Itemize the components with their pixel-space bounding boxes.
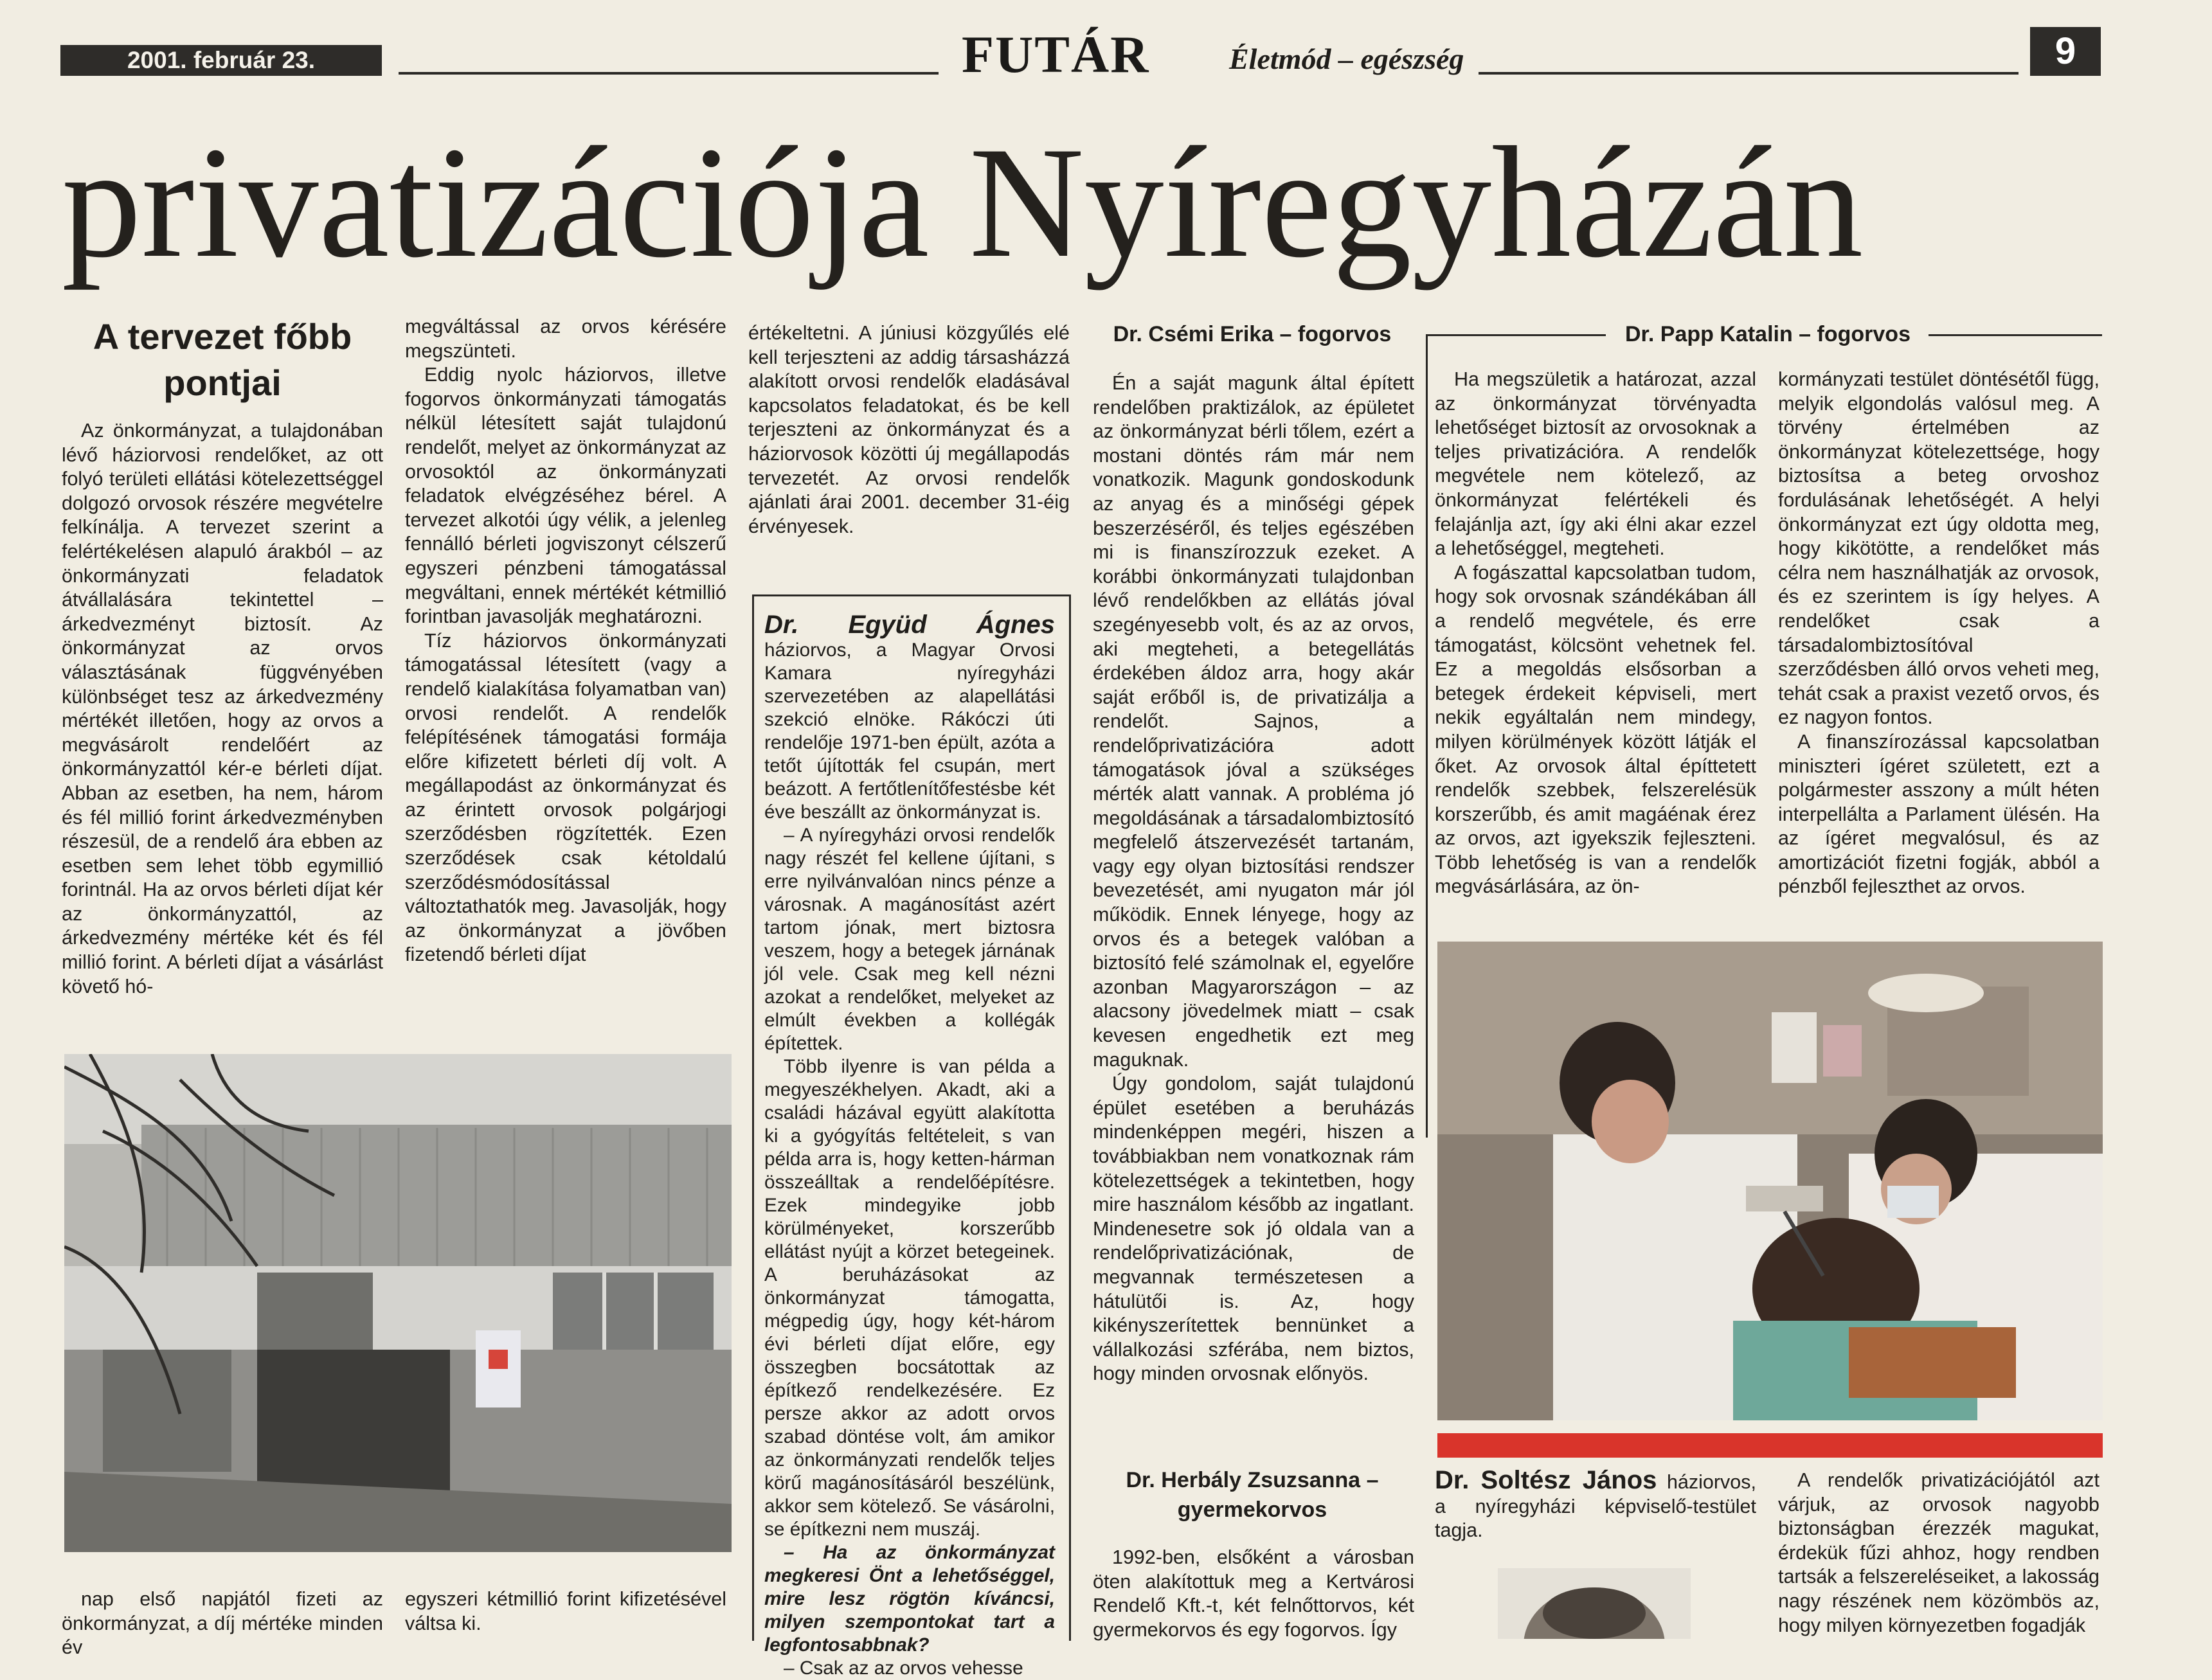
col2-bottom: [405, 1587, 726, 1636]
soltesz-name: Dr. Soltész János: [1435, 1466, 1657, 1494]
col4-p2: Úgy gondolom, saját tulajdonú épület esetében a beruházás mindenképpen megéri, hiszen a továbbiakban nem vonatkoznak rám kötelezettségek a tekintetben, hogy mire használom később az ingatlant. Mindenesetre sok jó oldala van a rendelőprivatizációnak, de megvannak természetesen a hátulütői is. Az, hogy kikényszerítettek bennünket a vállalkozási szférába, nem biztos, hogy minden orvosnak előnyös.: [1093, 1073, 1414, 1385]
box-top-rule-right: [1929, 334, 2102, 336]
col6-text: [1778, 368, 2100, 899]
col4-byline: Dr. Csémi Erika – fogorvos: [1113, 322, 1392, 346]
col4-byline2: Dr. Herbály Zsuzsanna – gyermekorvos: [1126, 1468, 1379, 1522]
col2-p2: Eddig nyolc háziorvos, illetve fogorvos önkormányzati támogatás nélkül létesített saját tulajdonú rendelőt, melyet az önkormányzat az orvosoktól az önkormányzati feladatok elvégzéséhez bérel. A tervezet alkotói úgy vélik, a jelenleg fennálló bérleti jogviszonyt célszerű egyszeri pénzbeni támogatással megváltani, ennek mértékét kétmillió forintban javasolják meghatározni.: [405, 364, 726, 628]
col2-bottom-text: egyszeri kétmillió forint kifizetésével váltsa ki.: [405, 1588, 726, 1634]
soltesz-lead: háziorvos, a nyíregyházi képviselő-testület tagja.: [1435, 1471, 1756, 1542]
col4-p3: 1992-ben, elsőként a városban öten alakítottuk meg a Kertvárosi Rendelő Kft.-t, két felnőttorvos, két gyermekorvos és egy fogorvos. Így: [1093, 1546, 1414, 1641]
box-lead: háziorvos, a Magyar Orvosi Kamara nyíregyházi szervezetében az alapellátási szekció elnöke. Rákóczi úti rendelője 1971-ben épült, azóta a tetőt újították fel csupán, mert beázott. A fertőtlenítőfestésbe két éve beszállt az önkormányzat is.: [764, 639, 1055, 823]
box-p2: Több ilyenre is van példa a megyeszékhelyen. Akadt, aki a családi házával együtt alakította ki a gyógyítás feltételeit, s van példa arra is, hogy ketten-hárman összeálltak a rendelőépítésre. Ezek mindegyike jobb körülményeket, korszerűbb ellátást nyújt a körzet betegeinek. A beruházásokat az önkormányzat támogatta, mégpedig úgy, hogy két-három évi bérleti díjat előre, egy összegben bocsátottak az építkező rendelkezésére. Ez persze akkor az adott orvos szabad döntése volt, ám amikor az önkormányzati rendelők teljes körű magánosításáról beszélünk, akkor sem kötelező. Se vásárolni, se építkezni nem muszáj.: [764, 1056, 1055, 1540]
interview-box-text: [764, 613, 1055, 1680]
box-left-rule: [1426, 334, 1428, 1138]
col2-p3: Tíz háziorvos önkormányzati támogatással létesített (vagy a rendelő kialakítása folyamatban van) orvosi rendelőt. A rendelők felépítésének támogatási formája előre kifizetett bérleti díj volt. A megállapodást az önkormányzat és az érintett orvosok polgárjogi szerződésben rögzítették. Ezen szerződések csak kétoldalú szerződésmódosítással változtathatók meg. Javasolják, hogy az önkormányzat a jövőben fizetendő bérleti díjat: [405, 629, 726, 966]
date-bar: 2001. február 23.: [60, 45, 382, 76]
col5-lead: [1435, 1466, 1756, 1543]
col5-byline: Dr. Papp Katalin – fogorvos: [1625, 322, 1911, 346]
col5-p1: Ha megszületik a határozat, azzal az önkormányzat törvényadta lehetőséget biztosít az orvosoknak a teljes privatizációra. A rendelők megvétele nem kötelező, az önkormányzat felértékeli és felajánlja azt, így aki élni akar ezzel a lehetőséggel, megteheti.: [1435, 368, 1756, 560]
red-divider-bar: [1437, 1433, 2103, 1458]
col1-subhead: A tervezet főbb pontjai: [93, 316, 352, 403]
box-interviewee-name: Dr. Együd Ágnes: [764, 611, 1055, 639]
col2-text: [405, 315, 726, 967]
page-number: 9: [2030, 27, 2101, 76]
col6-p2: A finanszírozással kapcsolatban miniszteri ígéret született, ezt a polgármester asszony a múlt héten interpellálta a Parlament ülésén. Ha az ígéret megvalósul, és az amortizációt fizetni fogják, abból a pénzből fejleszthet az orvos.: [1778, 730, 2100, 898]
header-rule-left: [399, 72, 939, 75]
box-p3: – Csak az az orvos vehesse: [784, 1658, 1023, 1679]
col5-text: [1435, 368, 1756, 899]
col4-text: [1093, 371, 1414, 1386]
col1-paragraph: Az önkormányzat, a tulajdonában lévő háziorvosi rendelőket, az ott folyó területi ellátási kötelezettséggel dolgozó orvosok részére megvételre felkínálja. A tervezet szerint a felértékelésen alapuló árakból – az önkormányzati feladatok átvállalására tekintettel – árkedvezményt biztosít. Az önkormányzat az orvos választásának függvényében különbséget tesz az árkedvezmény mértékét illetően, hogy az orvos a megvásárolt rendelőért az önkormányzattól kér-e bérleti díjat. Abban az esetben, ha nem, három és fél millió forint árkedvezményben részesül, de a rendelő ára ebben az esetben sem lehet több egymillió forintnál. Ha az orvos bérleti díjat kér az önkormányzattól, az árkedvezmény mértéke két és fél millió forint. A bérleti díjat a vásárlást követő hó-: [62, 420, 383, 997]
col1-bottom-text: nap első napjától fizeti az önkormányzat, a díj mértéke minden év: [62, 1588, 383, 1659]
box-question: – Ha az önkormányzat megkeresi Önt a lehetőséggel, mire lesz rögtön kíváncsi, milyen szempontokat tart a legfontosabbnak?: [764, 1542, 1055, 1656]
col5-p2: A fogászattal kapcsolatban tudom, hogy sok orvosnak szándékában áll a rendelő megvétele, és erre támogatást, kölcsönt vehetnek fel. Ez a megoldás elsősorban a betegek érdekeit képviseli, mert nekik egyáltalán nem mindegy, milyen körülmények között látják el őket. Az orvosok által építtetett rendelők szebbek, felszerelésük korszerűbb, és amit magáénak érez az orvos, azt igyekszik fejleszteni. Több lehetőség is van a rendelők megvásárlására, az ön-: [1435, 561, 1756, 898]
col1-bottom: [62, 1587, 383, 1660]
headline: privatizációja Nyíregyházán: [62, 114, 1864, 290]
section-title: Életmód – egészség: [1229, 42, 1464, 75]
col3-top: értékeltetni. A júniusi közgyűlés elé kell terjeszteni az addig társasházzá alakított orvosi rendelők eladásával kapcsolatos feladatokat, és be kell terjeszteni az önkormányzat és a háziorvosok közötti új megállapodás tervezetét. Az orvosi rendelők ajánlati árai 2001. december 31-éig érvényesek.: [748, 322, 1070, 537]
col4-text2: [1093, 1546, 1414, 1642]
building-photo: [64, 1054, 732, 1552]
interview-box: [752, 594, 1071, 1679]
col3-text: [748, 321, 1070, 539]
portrait-photo: [1498, 1568, 1691, 1639]
box-p1: – A nyíregyházi orvosi rendelők nagy részét fel kellene újítani, s erre nyilvánvalóan nincs pénze a városnak. A magánosítást azért tartom jónak, mert biztosra veszem, hogy a betegek járnának jól vele. Csak meg kell nézni azokat a rendelőket, melyeket az elmúlt években a kollégák építettek.: [764, 825, 1055, 1054]
masthead: FUTÁR: [962, 25, 1150, 84]
col4-p1: Én a saját magunk által épített rendelőben praktizálok, az épületet az önkormányzat bérli tőlem, ezért a mostani döntés rám már nem vonatkozik. Magunk gondoskodunk az anyag és a minőségi gépek beszerzéséről, és teljes egészében mi is finanszírozzuk ezeket. A korábbi önkormányzati tulajdonban lévő rendelőkben az ellátás jóval szegényesebb volt, és az az orvos, aki megteheti, a betegellátás érdekében áldoz arra, hogy akár saját erőből is, de privatizálja a rendelőt. Sajnos, a rendelőprivatizációra adott támogatások jóval a szükséges mérték alatt vannak. A probléma jó megoldásának a társadalombiztosító megfelelő átszervezését tartanám, vagy egy olyan biztosítási rendszer bevezetését, ami nyugaton már jól működik. Ennek lényege, hogy az orvos és a betegek valóban a biztosító felé számolnak el, egyelőre azonban Magyarországon – az alacsony jövedelmek miatt – csak kevesen engedhetik ezt meg maguknak.: [1093, 372, 1414, 1071]
col1-text: [62, 419, 383, 999]
col2-p1: megváltással az orvos kérésére megszünteti.: [405, 316, 726, 362]
box-top-rule-left: [1426, 334, 1606, 336]
col6-bottom: [1778, 1469, 2100, 1638]
col6-p1: kormányzati testület döntésétől függ, melyik elgondolás valósul meg. A törvény értelmében az önkormányzat kötelezettsége, hogy biztosítsa a beteg orvoshoz fordulásának lehetőségét. A helyi önkormányzat ezt úgy oldotta meg, hogy kikötötte, a rendelőket más célra nem használhatják az orvosok, és ez szerintem is így helyes. A rendelőket csak a társadalombiztosítóval szerződésben álló orvos veheti meg, tehát csak a praxist vezető orvos, és ez nagyon fontos.: [1778, 368, 2100, 729]
header-rule-right: [1479, 72, 2019, 75]
dentist-photo: [1437, 942, 2103, 1420]
col6-p3: A rendelők privatizációjától azt várjuk, az orvosok nagyobb biztonságban érezzék magukat, érdekük fűzi ahhoz, hogy rendben tartsák a felszereléseiket, a lakosság nagy részének nem közömbös az, hogy milyen környezetben fogadják: [1778, 1469, 2100, 1636]
